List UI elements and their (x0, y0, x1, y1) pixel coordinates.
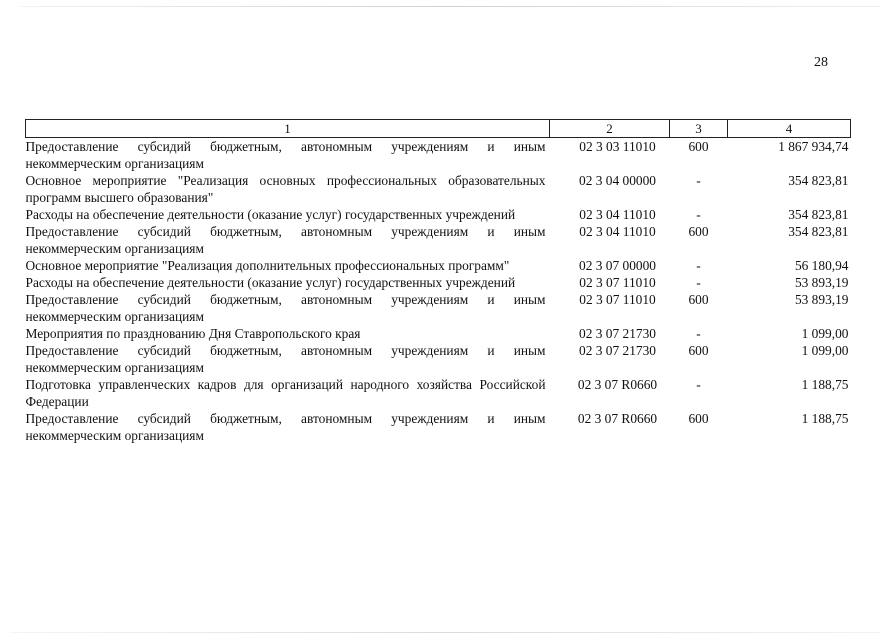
row-code: 02 3 07 R0660 (577, 411, 658, 426)
row-amount: 354 823,81 (788, 173, 849, 188)
row-vr: - (696, 258, 701, 273)
row-name: Предоставление субсидий бюджетным, автономным учреждениям и иным некоммерческим организациям (25, 292, 546, 324)
row-name: Предоставление субсидий бюджетным, автономным учреждениям и иным некоммерческим организациям (25, 343, 546, 375)
row-vr: 600 (688, 411, 709, 426)
scan-bottom-edge (10, 632, 880, 633)
table-row (26, 138, 851, 173)
row-amount: 1 188,75 (801, 377, 849, 392)
table-row (26, 410, 851, 444)
row-amount: 1 867 934,74 (778, 139, 849, 154)
table-row (26, 342, 851, 376)
row-vr: - (696, 173, 701, 188)
row-amount: 1 099,00 (801, 343, 849, 358)
row-code: 02 3 07 00000 (579, 258, 656, 273)
table-row (26, 291, 851, 325)
row-amount: 1 099,00 (801, 326, 849, 341)
budget-table (25, 119, 851, 444)
row-amount: 56 180,94 (794, 258, 849, 273)
scan-top-edge (20, 6, 880, 7)
row-amount: 354 823,81 (788, 224, 849, 239)
row-code: 02 3 03 11010 (579, 139, 656, 154)
page-number: 28 (814, 55, 828, 70)
table-row (26, 274, 851, 291)
row-name: Расходы на обеспечение деятельности (оказание услуг) государственных учреждений (25, 275, 516, 290)
row-code: 02 3 04 11010 (579, 224, 656, 239)
table-header (26, 120, 851, 138)
row-name: Расходы на обеспечение деятельности (оказание услуг) государственных учреждений (25, 207, 516, 222)
header-col-3: 3 (670, 120, 728, 138)
row-code: 02 3 07 21730 (579, 326, 656, 341)
row-amount: 53 893,19 (794, 292, 849, 307)
row-amount: 53 893,19 (794, 275, 849, 290)
row-vr: 600 (688, 224, 709, 239)
row-amount: 1 188,75 (801, 411, 849, 426)
row-vr: - (696, 377, 701, 392)
row-code: 02 3 07 11010 (579, 275, 656, 290)
row-name: Предоставление субсидий бюджетным, автономным учреждениям и иным некоммерческим организациям (25, 224, 546, 256)
row-code: 02 3 04 11010 (579, 207, 656, 222)
row-vr: 600 (688, 139, 709, 154)
row-name: Предоставление субсидий бюджетным, автономным учреждениям и иным некоммерческим организациям (25, 139, 546, 171)
row-name: Предоставление субсидий бюджетным, автономным учреждениям и иным некоммерческим организациям (25, 411, 546, 443)
table-row (26, 376, 851, 410)
header-col-2: 2 (550, 120, 670, 138)
row-name: Основное мероприятие "Реализация дополнительных профессиональных программ" (25, 258, 510, 273)
table-row (26, 206, 851, 223)
row-amount: 354 823,81 (788, 207, 849, 222)
table-row (26, 223, 851, 257)
row-name: Основное мероприятие "Реализация основных профессиональных образовательных программ высшего образования" (25, 173, 546, 205)
row-code: 02 3 04 00000 (579, 173, 656, 188)
table-row (26, 257, 851, 274)
row-code: 02 3 07 21730 (579, 343, 656, 358)
header-col-4: 4 (728, 120, 851, 138)
row-name: Подготовка управленческих кадров для организаций народного хозяйства Российской Федерации (25, 377, 546, 409)
header-row (26, 120, 851, 138)
row-vr: - (696, 326, 701, 341)
row-vr: - (696, 207, 701, 222)
table-body (26, 138, 851, 445)
header-col-1: 1 (26, 120, 550, 138)
row-code: 02 3 07 R0660 (577, 377, 658, 392)
row-code: 02 3 07 11010 (579, 292, 656, 307)
table-row (26, 172, 851, 206)
row-vr: - (696, 275, 701, 290)
row-vr: 600 (688, 292, 709, 307)
row-name: Мероприятия по празднованию Дня Ставропольского края (25, 326, 361, 341)
row-vr: 600 (688, 343, 709, 358)
table-row (26, 325, 851, 342)
